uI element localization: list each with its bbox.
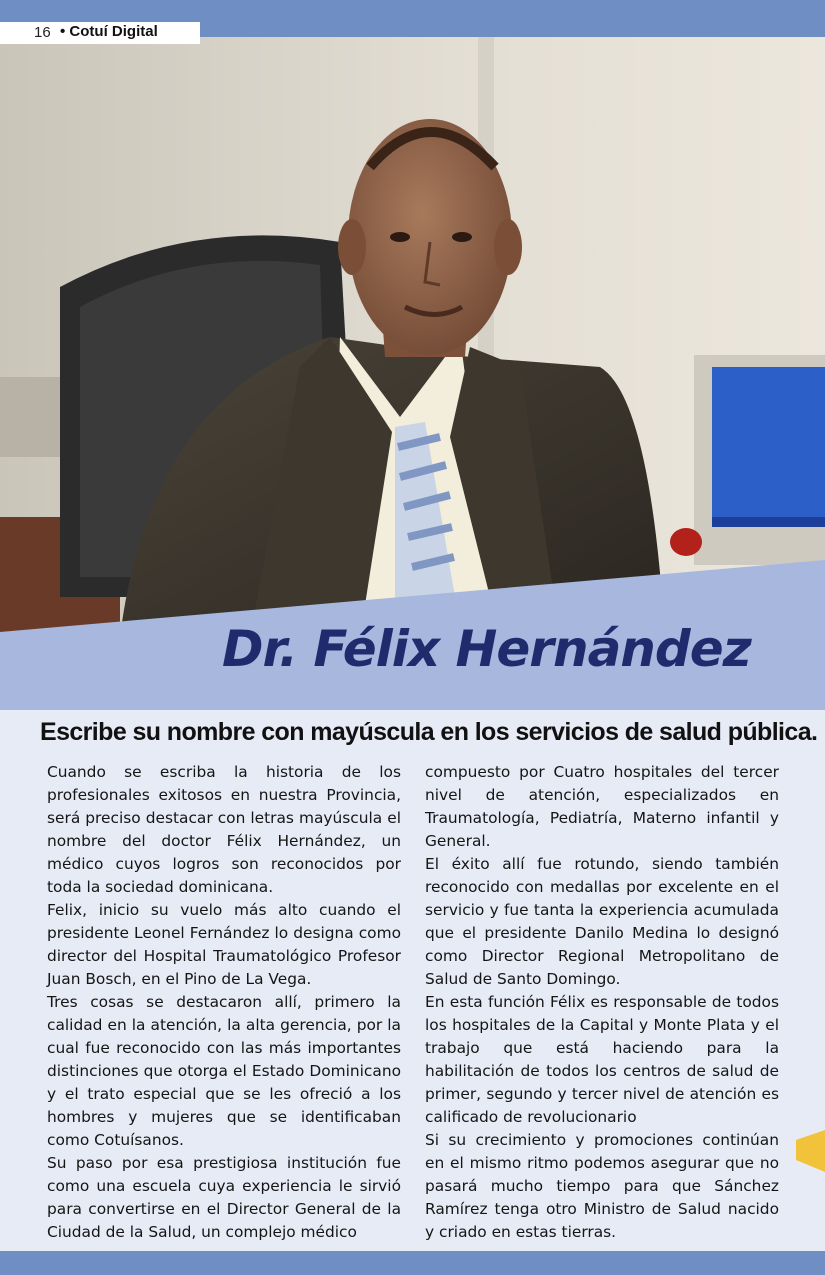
publication-name: • Cotuí Digital <box>60 23 158 40</box>
article-column-left <box>47 761 401 1244</box>
article-column-right <box>425 761 779 1244</box>
paragraph: Si su crecimiento y promociones continúan en el mismo ritmo podemos asegurar que no pasará mucho tiempo para que Sánchez Ramírez tenga otro Ministro de Salud nacido y criado en estas tierras. <box>425 1131 779 1241</box>
paragraph: Tres cosas se destacaron allí, primero la calidad en la atención, la alta gerencia, por la cual fue reconocido con las más importantes distinciones que otorga el Estado Dominicano y el trato especial que se les ofreció a los hombres y mujeres que se identificaban como Cotuísanos. <box>47 993 401 1149</box>
red-jar <box>670 528 702 556</box>
paragraph: El éxito allí fue rotundo, siendo también reconocido con medallas por excelente en el servicio y fue tanta la experiencia acumulada que el presidente Danilo Medina lo designó como Director Regional Metropolitano de Salud de Santo Domingo. <box>425 855 779 988</box>
right-ear <box>494 219 522 275</box>
paragraph: Felix, inicio su vuelo más alto cuando el presidente Leonel Fernández lo designa como director del Hospital Traumatológico Profesor Juan Bosch, en el Pino de La Vega. <box>47 901 401 988</box>
paragraph: Cuando se escriba la historia de los profesionales exitosos en nuestra Provincia, será preciso destacar con letras mayúscula el nombre del doctor Félix Hernández, un médico cuyos logros son reconocidos por toda la sociedad dominicana. <box>47 763 401 896</box>
monitor-screen <box>712 367 825 527</box>
article-subtitle: Escribe su nombre con mayúscula en los servicios de salud pública. <box>40 718 818 746</box>
page-number: 16 <box>34 24 51 41</box>
corner-accent <box>796 1130 825 1172</box>
bottom-bar <box>0 1251 825 1275</box>
article-title: Dr. Félix Hernández <box>222 620 751 678</box>
paragraph: compuesto por Cuatro hospitales del tercer nivel de atención, especializados en Traumatología, Pediatría, Materno infantil y General. <box>425 763 779 850</box>
paragraph: En esta función Félix es responsable de todos los hospitales de la Capital y Monte Plata y el trabajo que está haciendo para la habilitación de todos los centros de salud de primer, segundo y tercer nivel de atención es calificado de revolucionario <box>425 993 779 1126</box>
left-ear <box>338 219 366 275</box>
doctor-portrait-photo <box>0 37 825 637</box>
paragraph: Su paso por esa prestigiosa institución fue como una escuela cuya experiencia le sirvió para convertirse en el Director General de la Ciudad de la Salud, un complejo médico <box>47 1154 401 1241</box>
desk-shelf <box>0 377 70 457</box>
